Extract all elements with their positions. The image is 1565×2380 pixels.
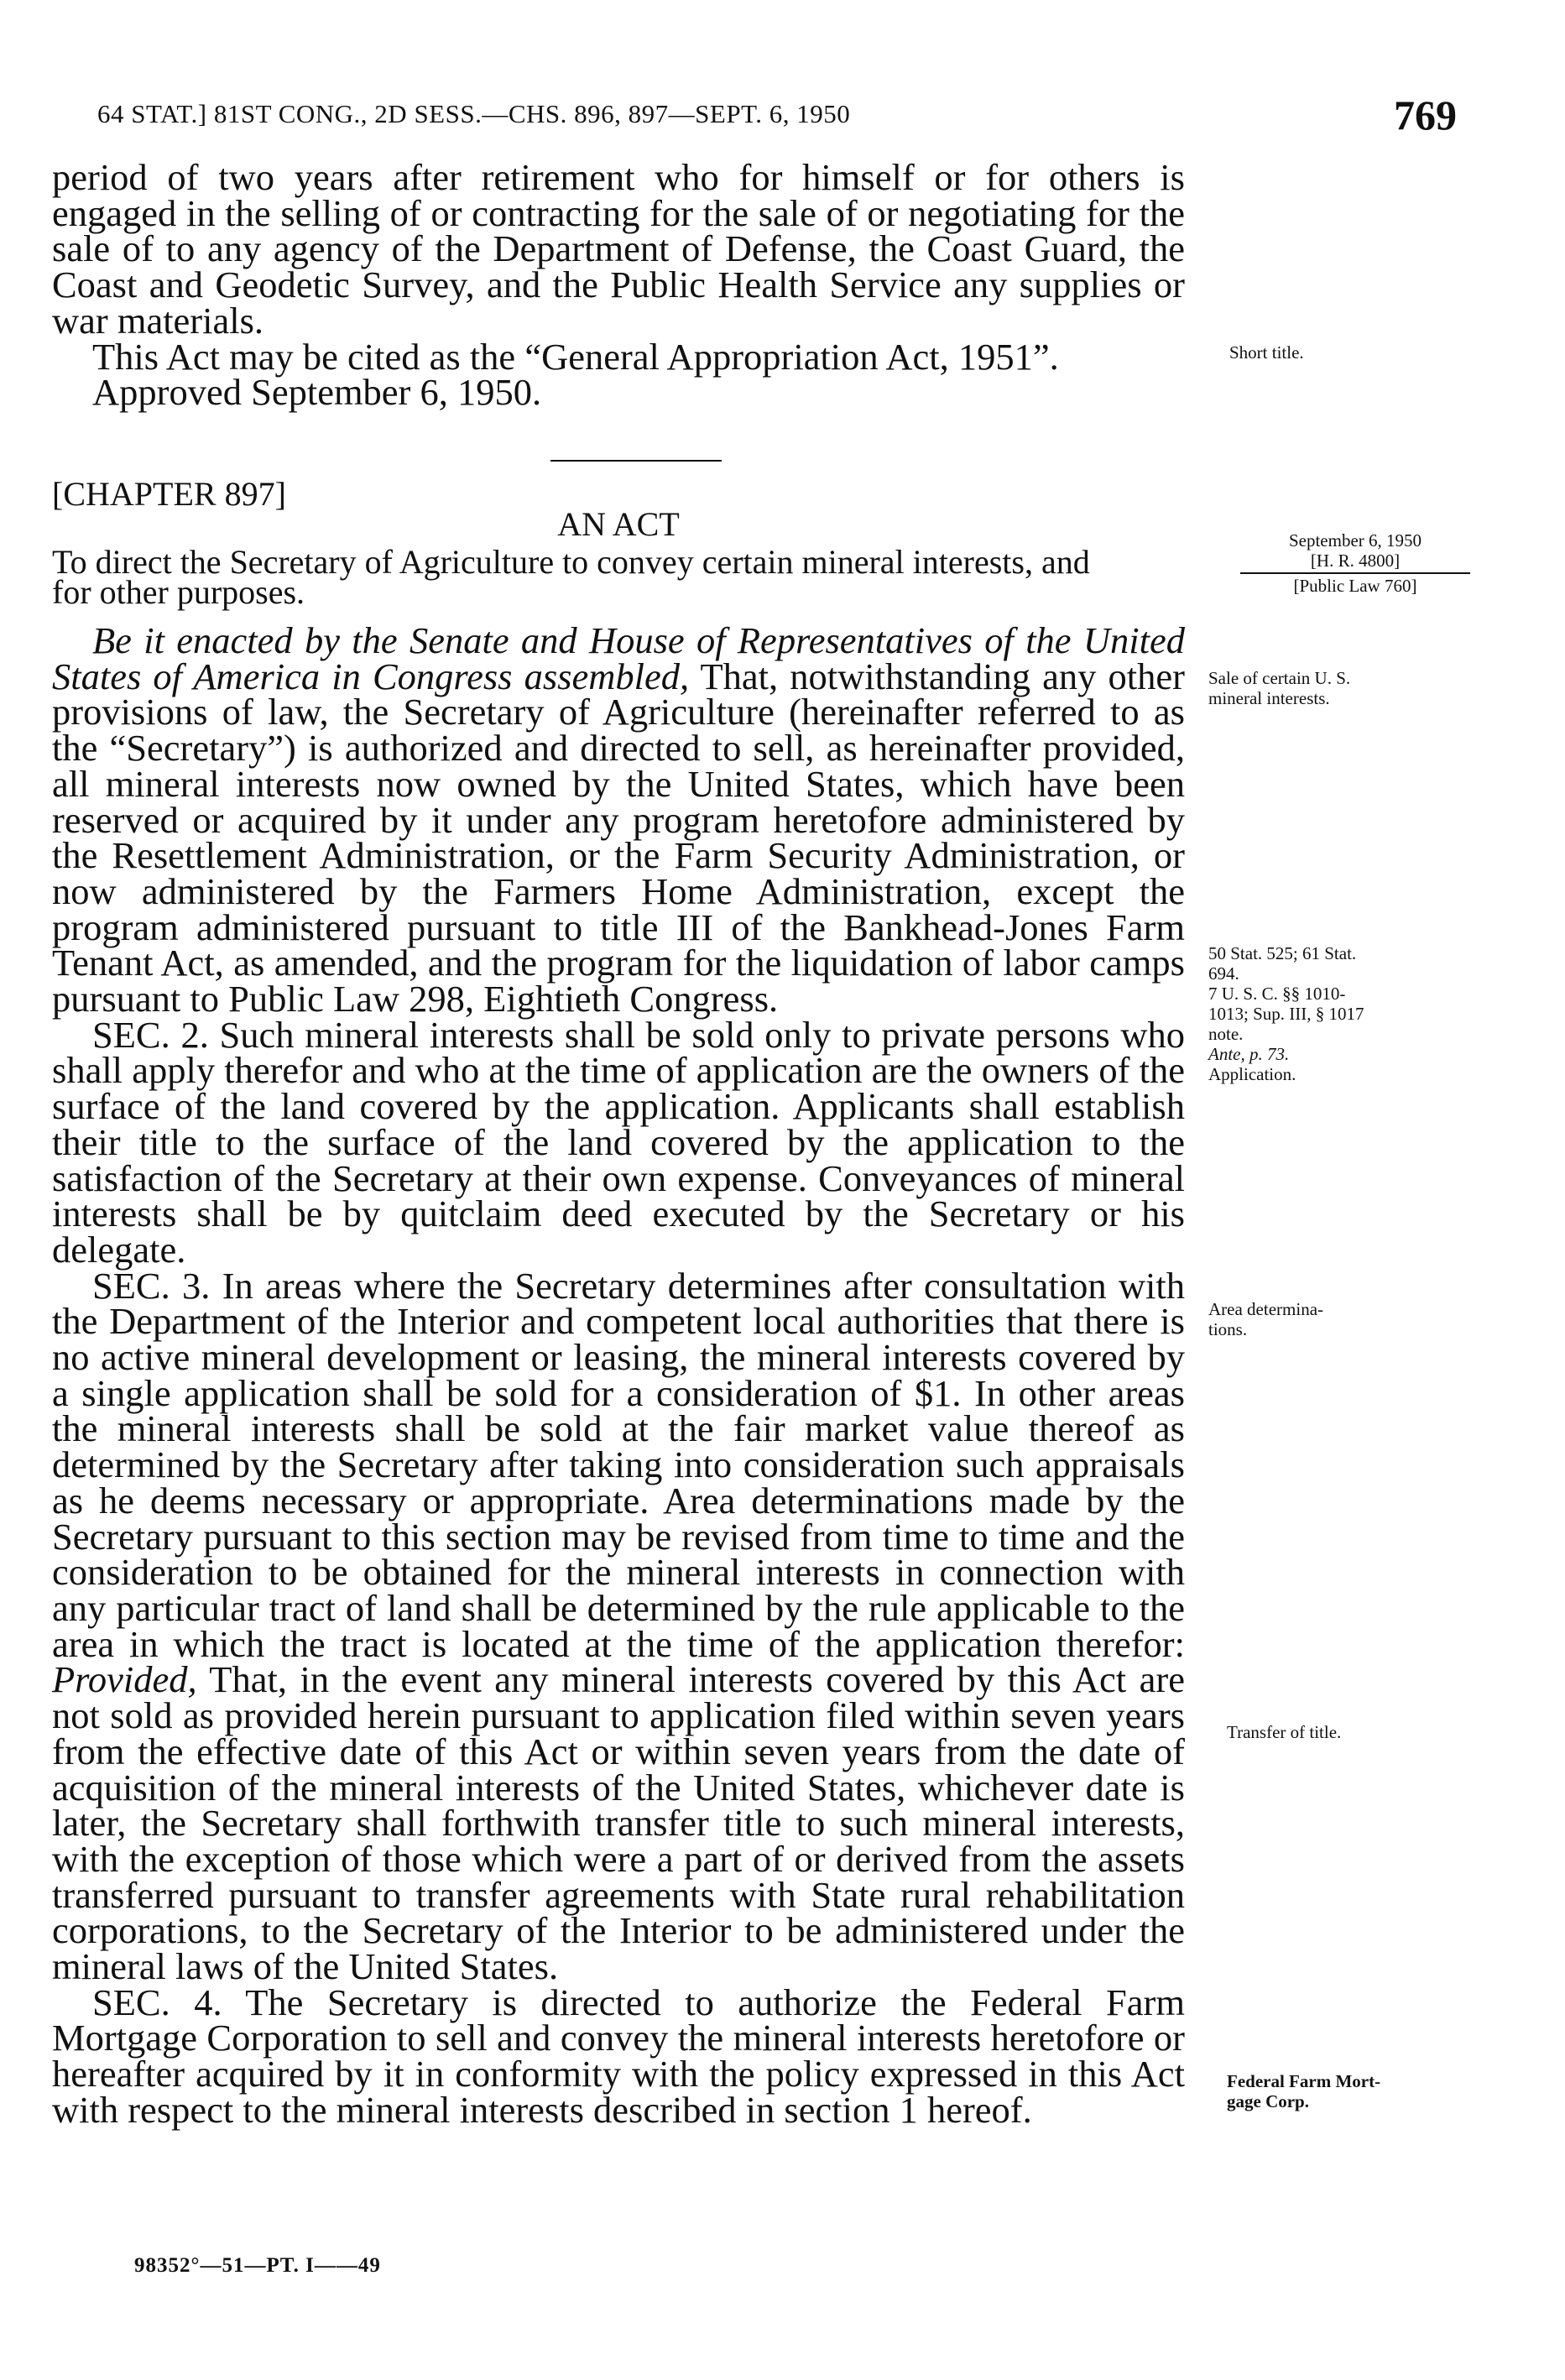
section-1 (52, 619, 1185, 1020)
section-3 (52, 1264, 1185, 1988)
margin-sale-line-1: Sale of certain U. S. (1208, 668, 1351, 688)
section-3-label: SEC. 3. (92, 1264, 211, 1307)
section-1-text: That, notwithstanding any other provisions of law, the Secretary of Agriculture (hereinafter referred to as the “Secretary”) is authorized and directed to sell, as hereinafter provided, all mineral interests now owned by the United States, which have been reserved or acquired by it under any program heretofore administered by the Resettlement Administration, or the Farm Security Administration, or now administered by the Farmers Home Administration, except the program administered pursuant to title III of the Bankhead-Jones Farm Tenant Act, as amended, and the program for the liquidation of labor camps pursuant to Public Law 298, Eightieth Congress. (52, 655, 1185, 1020)
running-header (97, 91, 1457, 141)
section-2-label: SEC. 2. (92, 1013, 209, 1056)
section-3-text-a: In areas where the Secretary determines after consultation with the Department of the Interior and competent local authorities that there is no active mineral development or leasing, the mineral interests covered by a single application shall be sold for a consideration of $1. In other areas the mineral interests shall be sold at the fair market value thereof as determined by the Secretary after taking into consideration such appraisals as he deems necessary or appropriate. Area determinations made by the Secretary pursuant to this section may be revised from time to time and the consideration to be obtained for the mineral interests in connection with any particular tract of land shall be determined by the rule applicable to the area in which the tract is located at the time of the application therefor: (52, 1264, 1185, 1665)
continuation-paragraph: period of two years after retirement who for himself or for others is engaged in the selling of or contracting for the sale of or negotiating for the sale of to any agency of the Department of Defense, the Coast Guard, the Coast and Geodetic Survey, and the Public Health Service any supplies or war materials. (52, 156, 1185, 342)
approved-line: Approved September 6, 1950. (92, 371, 542, 414)
section-4-text: The Secretary is directed to authorize the Federal Farm Mortgage Corporation to sell and convey the mineral interests heretofore or hereafter acquired by it in conformity with the policy expressed in this Act with respect to the mineral interests described in section 1 hereof. (52, 1981, 1185, 2131)
margin-public-law: [Public Law 760] (1293, 576, 1417, 596)
provided-clause: Provided, (52, 1658, 197, 1701)
section-2 (52, 1013, 1185, 1271)
section-4 (52, 1981, 1185, 2131)
margin-application: Application. (1208, 1064, 1296, 1084)
margin-date: September 6, 1950 (1288, 530, 1422, 551)
act-purpose-line-1: To direct the Secretary of Agriculture to convey certain mineral interests, and (52, 543, 1090, 581)
margin-citation-line-5: note. (1208, 1024, 1244, 1044)
section-divider (550, 460, 722, 462)
act-body (52, 619, 1185, 2131)
margin-note-citations (1208, 943, 1477, 1084)
margin-citation-line-2: 694. (1208, 963, 1239, 984)
margin-rule (1240, 572, 1470, 574)
margin-note-transfer: Transfer of title. (1227, 1722, 1342, 1742)
margin-note-bill-info (1234, 530, 1477, 596)
continuation-block (52, 156, 1185, 414)
margin-note-area-determinations (1208, 1299, 1477, 1339)
section-2-text: Such mineral interests shall be sold only to private persons who shall apply therefor and who at the time of application are the owners of the surface of the land covered by the application. Applicants shall establish their title to the surface of the land covered by the application to the satisfaction of the Secretary at their own expense. Conveyances of mineral interests shall be by quitclaim deed executed by the Secretary or his delegate. (52, 1013, 1185, 1271)
margin-ffmc-line-1: Federal Farm Mort- (1227, 2071, 1381, 2091)
margin-ante-reference: Ante, p. 73. (1208, 1044, 1290, 1064)
margin-citation-line-4: 1013; Sup. III, § 1017 (1208, 1004, 1364, 1024)
margin-note-ffmc (1227, 2071, 1495, 2111)
margin-sale-line-2: mineral interests. (1208, 688, 1330, 708)
margin-area-line-2: tions. (1208, 1319, 1248, 1339)
act-purpose (52, 543, 1185, 611)
act-purpose-line-2: for other purposes. (52, 573, 305, 611)
section-3-text-b: That, in the event any mineral interests covered by this Act are not sold as provided herein pursuant to application filed within seven years from the effective date of this Act or within seven years from the date of acquisition of the mineral interests of the United States, whichever date is later, the Secretary shall forthwith transfer title to such mineral interests, with the exception of those which were a part of or derived from the assets transferred pursuant to transfer agreements with State rural rehabilitation corporations, to the Secretary of the Interior to be administered under the mineral laws of the United States. (52, 1658, 1185, 1988)
margin-ffmc-line-2: gage Corp. (1227, 2091, 1309, 2111)
section-4-label: SEC. 4. (92, 1981, 222, 2023)
chapter-label: [CHAPTER 897] (52, 475, 286, 513)
margin-note-sale (1208, 668, 1477, 708)
page-number: 769 (1394, 91, 1457, 138)
margin-bill-number: [H. R. 4800] (1310, 551, 1401, 571)
margin-area-line-1: Area determina- (1208, 1299, 1324, 1319)
margin-note-short-title: Short title. (1229, 342, 1304, 363)
footer-signature: 98352°—51—PT. I——49 (134, 2254, 381, 2277)
header-citation: 64 STAT.] 81ST CONG., 2D SESS.—CHS. 896, 897—SEPT. 6, 1950 (97, 99, 851, 128)
short-title-paragraph: This Act may be cited as the “General Appropriation Act, 1951”. (92, 335, 1059, 378)
act-heading: AN ACT (557, 505, 680, 543)
enacting-clause: Be it enacted by the Senate and House of Representatives of the United States of America in Congress assembled, (52, 619, 1185, 697)
margin-citation-line-3: 7 U. S. C. §§ 1010- (1208, 984, 1346, 1004)
margin-citation-line-1: 50 Stat. 525; 61 Stat. (1208, 943, 1357, 963)
